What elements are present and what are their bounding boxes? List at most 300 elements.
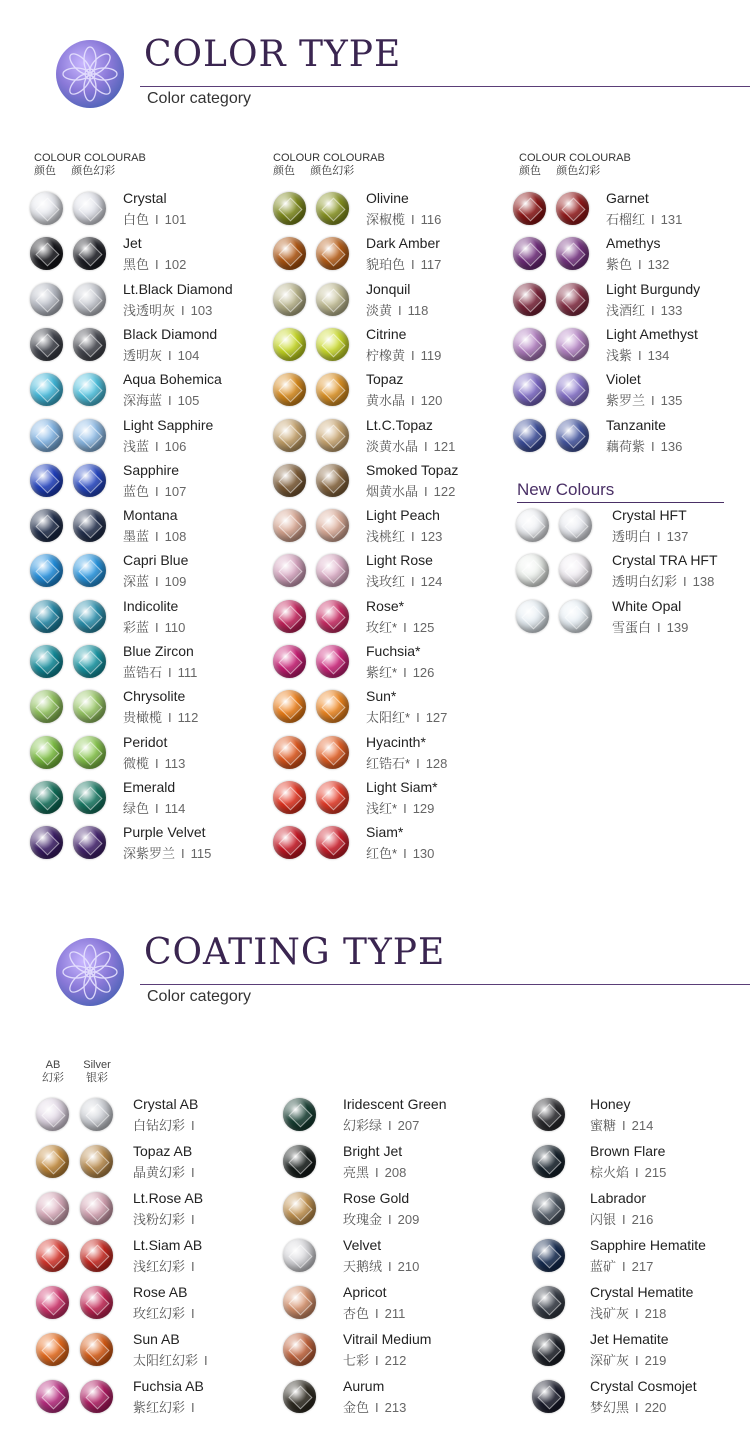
rhinestone-swatch-icon (283, 1380, 316, 1413)
item-chinese-name: 蓝锆石 (123, 665, 163, 680)
coating-ab-item[interactable] (36, 1143, 246, 1183)
item-chinese-name: 雪蛋白 (612, 619, 652, 635)
item-subtitle (123, 617, 185, 636)
new-colours-rule (517, 502, 724, 503)
item-subtitle (590, 1397, 666, 1416)
item-name: Labrador (590, 1190, 647, 1206)
item-chinese-name: 白钻幻彩 (133, 1118, 186, 1133)
silver-label-cn: 银彩 (86, 1072, 108, 1084)
item-chinese-name: 黄水晶 (366, 393, 406, 409)
color-item[interactable] (273, 643, 493, 683)
item-subtitle (133, 1350, 214, 1369)
rhinestone-swatch-icon (273, 600, 306, 633)
separator: I (191, 1259, 195, 1274)
item-subtitle (366, 436, 455, 455)
item-subtitle (123, 707, 198, 726)
color-item[interactable] (273, 779, 493, 819)
item-code: 119 (420, 347, 442, 363)
item-code: 103 (190, 302, 213, 318)
color-item[interactable] (513, 190, 733, 230)
color-item[interactable] (30, 552, 250, 592)
rhinestone-ab-swatch-icon (316, 690, 349, 723)
separator: I (388, 1212, 392, 1227)
rhinestone-ab-swatch-icon (556, 373, 589, 406)
item-chinese-name: 浅矿灰 (590, 1306, 630, 1321)
color-item[interactable] (30, 643, 250, 683)
coating-item[interactable] (283, 1143, 493, 1183)
item-chinese-name: 浅红幻彩 (133, 1259, 186, 1274)
item-subtitle (612, 526, 688, 545)
item-code: 104 (177, 347, 200, 363)
rhinestone-swatch-icon (273, 192, 306, 225)
item-name: Iridescent Green (343, 1096, 447, 1112)
separator: I (168, 347, 172, 363)
rhinestone-ab-swatch-icon (80, 1239, 113, 1272)
rhinestone-ab-swatch-icon (316, 600, 349, 633)
item-chinese-name: 透明白幻彩 (612, 574, 678, 590)
rhinestone-ab-swatch-icon (73, 283, 106, 316)
section-subtitle: Color category (147, 988, 252, 1005)
rhinestone-swatch-icon (516, 509, 549, 542)
ab-label-cn: 幻彩 (42, 1072, 64, 1084)
color-item[interactable] (30, 371, 250, 411)
item-name: Jet Hematite (590, 1331, 669, 1347)
separator: I (411, 393, 415, 409)
color-item[interactable] (273, 235, 493, 275)
item-name: Sun* (366, 688, 397, 705)
rhinestone-ab-swatch-icon (556, 328, 589, 361)
color-item[interactable] (30, 235, 250, 275)
item-code: 216 (631, 1212, 654, 1227)
coating-item[interactable] (532, 1096, 742, 1136)
separator: I (651, 212, 655, 227)
coating-item[interactable] (283, 1237, 493, 1277)
item-code: 123 (420, 529, 443, 545)
rhinestone-ab-swatch-icon (80, 1192, 113, 1225)
rhinestone-ab-swatch-icon (316, 509, 349, 542)
coating-item[interactable] (283, 1284, 493, 1324)
item-subtitle (133, 1256, 201, 1275)
item-name: Bright Jet (343, 1143, 403, 1159)
color-item[interactable] (513, 326, 733, 366)
item-name: Apricot (343, 1284, 387, 1300)
item-subtitle (133, 1162, 201, 1181)
color-item[interactable] (273, 507, 493, 547)
coating-item[interactable] (532, 1331, 742, 1371)
coating-item[interactable] (532, 1143, 742, 1183)
rhinestone-swatch-icon (30, 419, 63, 452)
rhinestone-ab-swatch-icon (316, 464, 349, 497)
item-subtitle (123, 662, 197, 681)
rhinestone-swatch-icon (36, 1380, 69, 1413)
color-item[interactable] (30, 326, 250, 366)
color-item[interactable] (30, 190, 250, 230)
coating-item[interactable] (532, 1284, 742, 1324)
item-code: 110 (164, 619, 186, 635)
item-name: Fuchsia AB (133, 1378, 204, 1394)
rhinestone-ab-swatch-icon (556, 237, 589, 270)
item-code: 112 (177, 710, 199, 726)
rhinestone-swatch-icon (513, 373, 546, 406)
separator: I (181, 846, 185, 862)
coating-item[interactable] (283, 1378, 493, 1418)
section-subtitle: Color category (147, 90, 252, 107)
rhinestone-swatch-icon (30, 826, 63, 859)
item-code: 127 (425, 710, 448, 726)
item-chinese-name: 蓝色 (123, 483, 150, 499)
rhinestone-ab-swatch-icon (316, 283, 349, 316)
item-subtitle (123, 300, 212, 319)
item-code: 218 (644, 1306, 667, 1321)
color-item[interactable] (30, 598, 250, 638)
coating-item[interactable] (532, 1378, 742, 1418)
item-code: 137 (666, 529, 689, 544)
item-name: Light Burgundy (606, 280, 701, 297)
item-subtitle (366, 254, 441, 273)
rhinestone-ab-swatch-icon (316, 373, 349, 406)
item-subtitle (366, 843, 434, 862)
separator: I (155, 438, 159, 454)
item-name: Capri Blue (123, 552, 189, 569)
column-header-line2: 颜色 颜色幻彩 (519, 165, 601, 177)
item-chinese-name: 柠橡黄 (366, 347, 406, 363)
rhinestone-swatch-icon (516, 554, 549, 587)
color-item[interactable] (273, 552, 493, 592)
rhinestone-ab-swatch-icon (73, 736, 106, 769)
color-item[interactable] (273, 371, 493, 411)
coating-ab-item[interactable] (36, 1331, 246, 1371)
item-code: 220 (644, 1400, 667, 1415)
item-subtitle (590, 1209, 653, 1228)
item-subtitle (366, 345, 441, 364)
item-code: 117 (420, 257, 442, 273)
separator: I (622, 1118, 626, 1133)
separator: I (191, 1118, 195, 1133)
item-name: Crystal (123, 190, 167, 206)
title-rule (140, 984, 750, 985)
rhinestone-swatch-icon (283, 1239, 316, 1272)
item-chinese-name: 深椒榄 (366, 212, 406, 227)
coating-ab-item[interactable] (36, 1284, 246, 1324)
item-subtitle (123, 209, 186, 228)
separator: I (638, 257, 642, 273)
color-item[interactable] (513, 235, 733, 275)
rhinestone-ab-swatch-icon (559, 509, 592, 542)
rhinestone-swatch-icon (273, 826, 306, 859)
rhinestone-ab-swatch-icon (316, 781, 349, 814)
coating-item[interactable] (532, 1237, 742, 1277)
item-code: 125 (412, 619, 435, 635)
item-name: Lt.Black Diamond (123, 280, 233, 297)
rhinestone-ab-swatch-icon (73, 328, 106, 361)
item-subtitle (343, 1209, 419, 1228)
separator: I (388, 1118, 392, 1133)
item-subtitle (133, 1209, 201, 1228)
item-subtitle (366, 481, 455, 500)
silver-label: Silver (83, 1059, 111, 1071)
separator: I (635, 1306, 639, 1321)
rhinestone-swatch-icon (36, 1239, 69, 1272)
item-subtitle (590, 1350, 666, 1369)
rhinestone-swatch-icon (30, 690, 63, 723)
item-code: 126 (412, 665, 435, 680)
item-code: 108 (164, 529, 187, 545)
separator: I (651, 393, 655, 409)
item-name: Violet (606, 371, 641, 388)
separator: I (181, 302, 185, 318)
separator: I (416, 710, 420, 726)
separator: I (411, 347, 415, 363)
item-subtitle (343, 1397, 406, 1416)
rhinestone-swatch-icon (36, 1286, 69, 1319)
item-code: 211 (384, 1306, 406, 1321)
item-name: Chrysolite (123, 688, 186, 705)
item-subtitle (612, 617, 688, 636)
separator: I (168, 665, 172, 680)
coating-ab-item[interactable] (36, 1237, 246, 1277)
color-item[interactable] (513, 281, 733, 321)
item-subtitle (343, 1162, 406, 1181)
item-chinese-name: 玫瑰金 (343, 1212, 383, 1227)
rhinestone-ab-swatch-icon (316, 192, 349, 225)
rhinestone-swatch-icon (532, 1286, 565, 1319)
item-subtitle (366, 571, 442, 590)
rhinestone-ab-swatch-icon (73, 645, 106, 678)
color-item[interactable] (513, 417, 733, 457)
color-item[interactable] (273, 824, 493, 864)
item-subtitle (123, 481, 186, 500)
item-chinese-name: 浅紫 (606, 347, 633, 363)
color-item[interactable] (513, 371, 733, 411)
rhinestone-ab-swatch-icon (73, 373, 106, 406)
color-item[interactable] (30, 824, 250, 864)
item-subtitle (606, 300, 682, 319)
item-subtitle (612, 571, 714, 590)
rhinestone-ab-swatch-icon (556, 192, 589, 225)
color-item[interactable] (273, 326, 493, 366)
item-chinese-name: 浅桃红 (366, 529, 406, 545)
item-subtitle (343, 1350, 406, 1369)
separator: I (155, 755, 159, 771)
item-name: Citrine (366, 325, 407, 342)
coating-item[interactable] (532, 1190, 742, 1230)
coating-item[interactable] (283, 1096, 493, 1136)
coating-ab-item[interactable] (36, 1190, 246, 1230)
item-subtitle (133, 1397, 201, 1416)
section-title: COATING TYPE (144, 932, 446, 973)
rhinestone-swatch-icon (30, 283, 63, 316)
separator: I (651, 302, 655, 318)
color-item[interactable] (273, 598, 493, 638)
color-item[interactable] (30, 734, 250, 774)
color-item[interactable] (273, 688, 493, 728)
rhinestone-ab-swatch-icon (316, 419, 349, 452)
item-name: Hyacinth* (366, 733, 426, 750)
item-name: Crystal AB (133, 1096, 199, 1112)
item-chinese-name: 浅透明灰 (123, 302, 176, 318)
color-item[interactable] (30, 417, 250, 457)
item-chinese-name: 彩蓝 (123, 619, 150, 635)
rhinestone-ab-swatch-icon (316, 554, 349, 587)
color-item[interactable] (273, 281, 493, 321)
item-code: 102 (164, 257, 187, 273)
item-name: Light Rose (366, 552, 433, 569)
item-name: Crystal TRA HFT (612, 552, 718, 569)
item-name: Lt.Rose AB (133, 1190, 204, 1206)
separator: I (403, 800, 407, 816)
item-subtitle (366, 209, 441, 228)
item-name: Rose AB (133, 1284, 188, 1300)
item-name: Olivine (366, 190, 409, 206)
rhinestone-ab-swatch-icon (316, 328, 349, 361)
separator: I (155, 619, 159, 635)
rhinestone-swatch-icon (36, 1098, 69, 1131)
item-name: Brown Flare (590, 1143, 666, 1159)
item-name: Lt.Siam AB (133, 1237, 203, 1253)
rhinestone-swatch-icon (532, 1333, 565, 1366)
item-chinese-name: 墨蓝 (123, 529, 150, 545)
rhinestone-swatch-icon (532, 1239, 565, 1272)
ab-label: AB (45, 1059, 61, 1071)
rhinestone-ab-swatch-icon (73, 419, 106, 452)
item-subtitle (366, 662, 434, 681)
item-chinese-name: 透明白 (612, 529, 652, 544)
title-rule (140, 86, 750, 87)
rhinestone-swatch-icon (30, 192, 63, 225)
item-chinese-name: 幻彩绿 (343, 1118, 383, 1133)
coating-type-header (0, 928, 750, 1018)
item-code: 214 (631, 1118, 654, 1133)
rhinestone-ab-swatch-icon (316, 826, 349, 859)
rhinestone-swatch-icon (532, 1145, 565, 1178)
column-header-3 (519, 152, 631, 178)
rhinestone-ab-swatch-icon (316, 736, 349, 769)
item-name: Peridot (123, 733, 168, 750)
item-chinese-name: 棕火焰 (590, 1165, 630, 1180)
rhinestone-swatch-icon (30, 237, 63, 270)
item-code: 120 (420, 393, 443, 409)
ab-column-header (38, 1059, 68, 1085)
item-code: 128 (425, 755, 448, 771)
item-name: Rose* (366, 597, 405, 614)
new-colour-item[interactable] (516, 598, 736, 638)
coating-item[interactable] (283, 1331, 493, 1371)
item-chinese-name: 太阳红幻彩 (133, 1353, 199, 1368)
item-name: Blue Zircon (123, 643, 194, 659)
item-chinese-name: 深矿灰 (590, 1353, 630, 1368)
color-item[interactable] (30, 507, 250, 547)
item-chinese-name: 淡黄 (366, 302, 393, 318)
color-item[interactable] (30, 462, 250, 502)
item-chinese-name: 藕荷紫 (606, 438, 646, 454)
color-item[interactable] (273, 417, 493, 457)
rhinestone-swatch-icon (513, 328, 546, 361)
item-subtitle (343, 1256, 419, 1275)
item-chinese-name: 貌珀色 (366, 257, 406, 273)
item-chinese-name: 玫红* (366, 619, 398, 635)
item-chinese-name: 红色* (366, 846, 398, 862)
item-chinese-name: 浅玫红 (366, 574, 406, 590)
color-type-header (0, 30, 750, 120)
item-subtitle (606, 436, 682, 455)
separator: I (424, 483, 428, 499)
section-title: COLOR TYPE (144, 34, 402, 75)
color-item[interactable] (273, 734, 493, 774)
item-code: 207 (397, 1118, 420, 1133)
coating-ab-item[interactable] (36, 1378, 246, 1418)
rhinestone-swatch-icon (30, 464, 63, 497)
separator: I (622, 1212, 626, 1227)
item-code: 109 (164, 574, 187, 590)
item-name: Lt.C.Topaz (366, 416, 433, 433)
item-name: White Opal (612, 597, 682, 614)
item-subtitle (590, 1162, 666, 1181)
item-code: 136 (660, 438, 683, 454)
item-code: 219 (644, 1353, 667, 1368)
separator: I (411, 257, 415, 273)
item-code: 121 (433, 438, 456, 454)
item-subtitle (366, 753, 447, 772)
coating-ab-item[interactable] (36, 1096, 246, 1136)
item-code: 115 (190, 846, 212, 862)
item-chinese-name: 七彩 (343, 1353, 370, 1368)
item-code: 114 (164, 800, 186, 816)
rhinestone-ab-swatch-icon (73, 781, 106, 814)
new-colour-item[interactable] (516, 552, 736, 592)
coating-item[interactable] (283, 1190, 493, 1230)
item-name: Fuchsia* (366, 643, 421, 659)
separator: I (204, 1353, 208, 1368)
item-name: Montana (123, 507, 178, 524)
item-subtitle (366, 798, 434, 817)
rhinestone-swatch-icon (532, 1192, 565, 1225)
item-name: Topaz (366, 371, 404, 388)
item-chinese-name: 深海蓝 (123, 393, 163, 409)
item-chinese-name: 闪银 (590, 1212, 617, 1227)
item-subtitle (366, 617, 434, 636)
rhinestone-swatch-icon (273, 509, 306, 542)
separator: I (403, 665, 407, 680)
color-item[interactable] (273, 190, 493, 230)
rhinestone-ab-swatch-icon (80, 1333, 113, 1366)
rhinestone-ab-swatch-icon (73, 509, 106, 542)
color-item[interactable] (30, 688, 250, 728)
rhinestone-swatch-icon (36, 1333, 69, 1366)
separator: I (155, 800, 159, 816)
item-chinese-name: 蓝矿 (590, 1259, 617, 1274)
rhinestone-swatch-icon (273, 554, 306, 587)
color-item[interactable] (30, 779, 250, 819)
rhinestone-swatch-icon (30, 554, 63, 587)
separator: I (155, 257, 159, 273)
separator: I (388, 1259, 392, 1274)
rhinestone-swatch-icon (532, 1380, 565, 1413)
separator: I (638, 347, 642, 363)
color-item[interactable] (273, 462, 493, 502)
color-item[interactable] (30, 281, 250, 321)
rhinestone-swatch-icon (513, 192, 546, 225)
rhinestone-ab-swatch-icon (80, 1098, 113, 1131)
item-code: 118 (407, 302, 429, 318)
item-name: Light Sapphire (123, 416, 214, 433)
rhinestone-ab-swatch-icon (73, 600, 106, 633)
item-chinese-name: 紫红* (366, 665, 398, 680)
flower-logo-icon (56, 40, 124, 108)
separator: I (155, 529, 159, 545)
new-colour-item[interactable] (516, 507, 736, 547)
rhinestone-swatch-icon (283, 1192, 316, 1225)
item-code: 131 (660, 212, 683, 227)
